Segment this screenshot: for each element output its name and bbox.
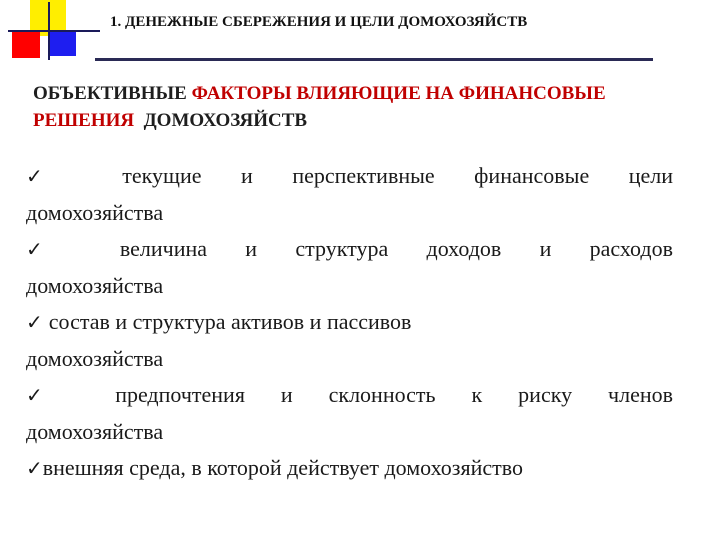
- bullet-continuation: домохозяйства: [26, 272, 164, 298]
- list-item: [26, 304, 673, 377]
- slide-header-title: 1. ДЕНЕЖНЫЕ СБЕРЕЖЕНИЯ И ЦЕЛИ ДОМОХОЗЯЙСТВ: [110, 14, 528, 30]
- bullet-line: [26, 304, 673, 341]
- bullet-text: предпочтения и склонность к риску членов: [115, 382, 674, 407]
- logo-horizontal-line: [8, 30, 100, 32]
- list-item: [26, 231, 673, 304]
- bullet-line: [26, 450, 673, 487]
- subtitle-part-3: ДОМОХОЗЯЙСТВ: [134, 110, 308, 131]
- bullet-line: [26, 377, 673, 414]
- bullet-text: внешняя среда, в которой действует домохозяйство: [42, 455, 523, 480]
- bullet-line: [26, 158, 673, 195]
- bullet-line: [26, 231, 673, 268]
- logo-graphic: [0, 0, 100, 62]
- checkmark-icon: ✓: [26, 237, 76, 261]
- list-item: [26, 377, 673, 450]
- bullet-continuation: домохозяйства: [26, 418, 164, 444]
- subtitle-part-1: ОБЪЕКТИВНЫЕ: [33, 83, 192, 104]
- slide-subtitle: [33, 80, 653, 134]
- logo-red-square: [12, 32, 40, 58]
- bullet-list: [26, 158, 673, 487]
- list-item: [26, 158, 673, 231]
- bullet-text: текущие и перспективные финансовые цели: [122, 163, 674, 188]
- logo-blue-square: [48, 30, 76, 56]
- checkmark-icon: ✓: [26, 310, 43, 334]
- bullet-text: величина и структура доходов и расходов: [119, 236, 673, 261]
- list-item: [26, 450, 673, 487]
- checkmark-icon: ✓: [26, 383, 74, 407]
- checkmark-icon: ✓: [26, 456, 43, 480]
- header-divider: [95, 58, 653, 61]
- bullet-continuation: домохозяйства: [26, 345, 164, 371]
- checkmark-icon: ✓: [26, 164, 77, 188]
- subtitle-part-red: ФАКТОРЫ ВЛИЯЮЩИЕ НА ФИНАНСОВЫЕ РЕШЕНИЯ: [33, 83, 606, 131]
- bullet-continuation: домохозяйства: [26, 199, 164, 225]
- bullet-text: состав и структура активов и пассивов: [48, 309, 412, 334]
